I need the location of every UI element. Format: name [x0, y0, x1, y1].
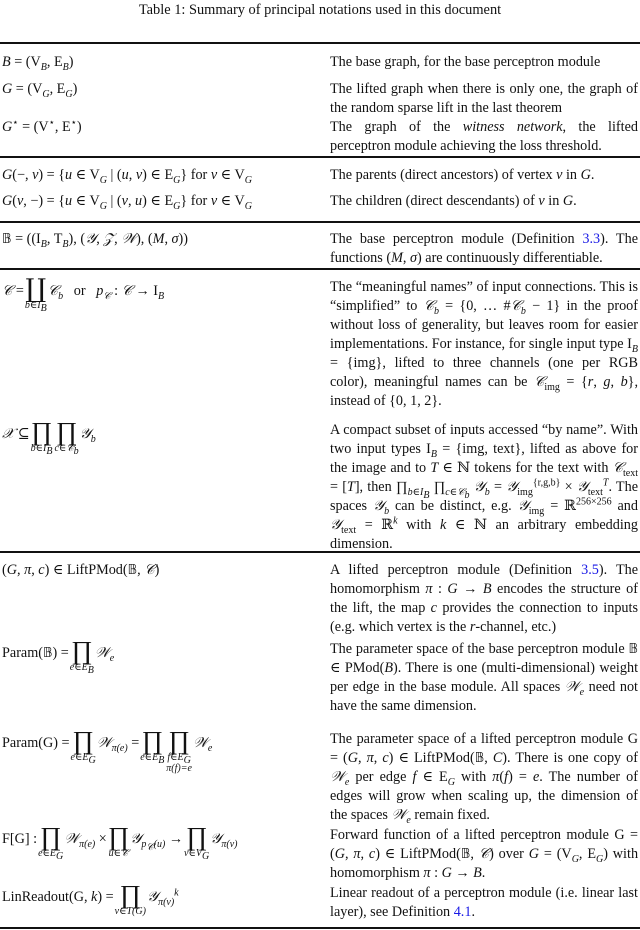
description-cell: The children (direct descendants) of v in G. — [330, 193, 577, 209]
table-caption: Table 1: Summary of principal notations used in this document — [138, 2, 502, 18]
notation-cell: Param(𝔹) = ∏ $e\in E_B$ 𝒲$_e$ — [2, 636, 115, 676]
description-cell: Linear readout of a perceptron module (i.e. linear last layer), see Definition 4.1. — [330, 885, 638, 920]
notation-cell: 𝔹 = (($I_B$, $T_B$), (𝒴, 𝒵, 𝒲), (M, σ)) — [2, 231, 188, 250]
notation-cell: (G, π, c) ∈ LiftPMod(𝔹, 𝒞) — [2, 562, 160, 578]
description-cell: The base perceptron module (Definition 3.3). The functions (M, σ) are continuously differentiable. — [330, 231, 638, 266]
description-cell: The base graph, for the base perceptron module — [330, 54, 601, 70]
definition-link[interactable]: 3.3 — [582, 231, 601, 247]
description-cell: The parameter space of a lifted perceptron module G = (G, π, c) ∈ LiftPMod(𝔹, C). There is one copy of 𝒲$_e$ per edge f ∈ $E_G$ with π(f) = e. The number of edges will grow when scaling up, the dimension of the spaces 𝒲$_e$ remain fixed. — [330, 731, 639, 826]
notation-cell: LinReadout(G, k) = ∏ v∈T(G) 𝒴$_{\pi(v)}^k$ — [2, 880, 179, 917]
description-cell: A lifted perceptron module (Definition 3.5). The homomorphism π : G → B encodes the structure of the lift, the map c provides the connection to inputs (e.g. which vertex is the r-channel, etc.) — [330, 562, 639, 635]
description-cell: The “meaningful names” of input connections. This is “simplified” to 𝒞$_b$ = {0, … #𝒞$_b$ − 1} in the proof without loss of generality, but leaves room for easier implementations. For instance, for single input type $I_B = \{img\}$, lifted to three channels (one per RGB color), meaningful names can be 𝒞$_{img}$ = {r, g, b}, instead of {0, 1, 2}. — [330, 279, 639, 409]
description-cell: The graph of the witness network, the lifted perceptron module achieving the loss threshold. — [330, 119, 638, 154]
group-divider — [0, 221, 640, 223]
notation-cell: F[G] : ∏ $e\in E_G$ 𝒲$_{\pi(e)}$ × ∏ u∈𝒞 𝒴$_{p_𝒞(u)}$ → ∏ $v\in V_G$ 𝒴$_{\pi(v)}$ — [2, 822, 238, 862]
notation-cell: G⋆ = (V⋆, E⋆) — [2, 117, 82, 135]
description-cell: Forward function of a lifted perceptron module G = (G, π, c) ∈ LiftPMod(𝔹, 𝒞) over $G = (V_G$, $E_G$) with homomorphism π : G → B. — [330, 827, 639, 881]
description-cell: The parents (direct ancestors) of vertex v in G. — [330, 167, 595, 183]
description-cell: The lifted graph when there is only one, the graph of the random sparse lift in the last theorem — [330, 81, 638, 116]
bottom-rule — [0, 927, 640, 929]
top-rule — [0, 42, 640, 44]
notation-cell: $G = (V_G$, $E_G$) — [2, 81, 78, 100]
group-divider — [0, 268, 640, 270]
notation-cell: Param(G) = ∏ $e\in E_G$ 𝒲$_{\pi(e)}$ = ∏ $e\in E_B$ ∏ $f\in E_G$ π(f)=e 𝒲$_e$ — [2, 726, 213, 774]
notation-cell: $B = (V_B$, $E_B$) — [2, 54, 74, 73]
emphasis-text: witness network — [462, 119, 563, 135]
notation-cell: G(v, −) = {u ∈ $V_G$ | (v, u) ∈ $E_G$} for v ∈ $V_G$ — [2, 193, 252, 212]
description-cell: The parameter space of the base perceptron module 𝔹 ∈ PMod(B). There is one (multi-dimensional) weight per edge in the base module. All spaces 𝒲$_e$ need not have the same dimension. — [330, 641, 639, 714]
notation-cell: 𝒳 ⊆ ∏ $b\in I_B$ ∏ c∈𝒞$_b$ 𝒴$_b$ — [2, 417, 96, 457]
notation-cell: 𝒞 = ∐ $b\in I_B$ 𝒞$_b$ or $p_𝒞$ : 𝒞 → $I_B$ — [2, 274, 165, 314]
notation-cell: G(−, v) = {u ∈ $V_G$ | (u, v) ∈ $E_G$} for v ∈ $V_G$ — [2, 167, 252, 186]
definition-link[interactable]: 4.1 — [453, 904, 472, 920]
group-divider — [0, 156, 640, 158]
definition-link[interactable]: 3.5 — [581, 562, 599, 578]
description-cell: A compact subset of inputs accessed “by name”. With two input types $I_B = \{img$, text}, lifted as above for the image and to T ∈ ℕ tokens for the text with 𝒞$_{text}$ = [T], then $\prod_{b\in I_B}$ $\prod_{c\in 𝒞_b}$ 𝒴$_b$ = 𝒴$_{img}^{\{r,g,b\}}$ × 𝒴$_{text}^T$. The spaces 𝒴$_b$ can be distinct, e.g. 𝒴$_{img}$ = ℝ$^{256\times 256}$ and 𝒴$_{text}$ = ℝ$^k$ with k ∈ ℕ an arbitrary embedding dimension. — [330, 422, 638, 552]
